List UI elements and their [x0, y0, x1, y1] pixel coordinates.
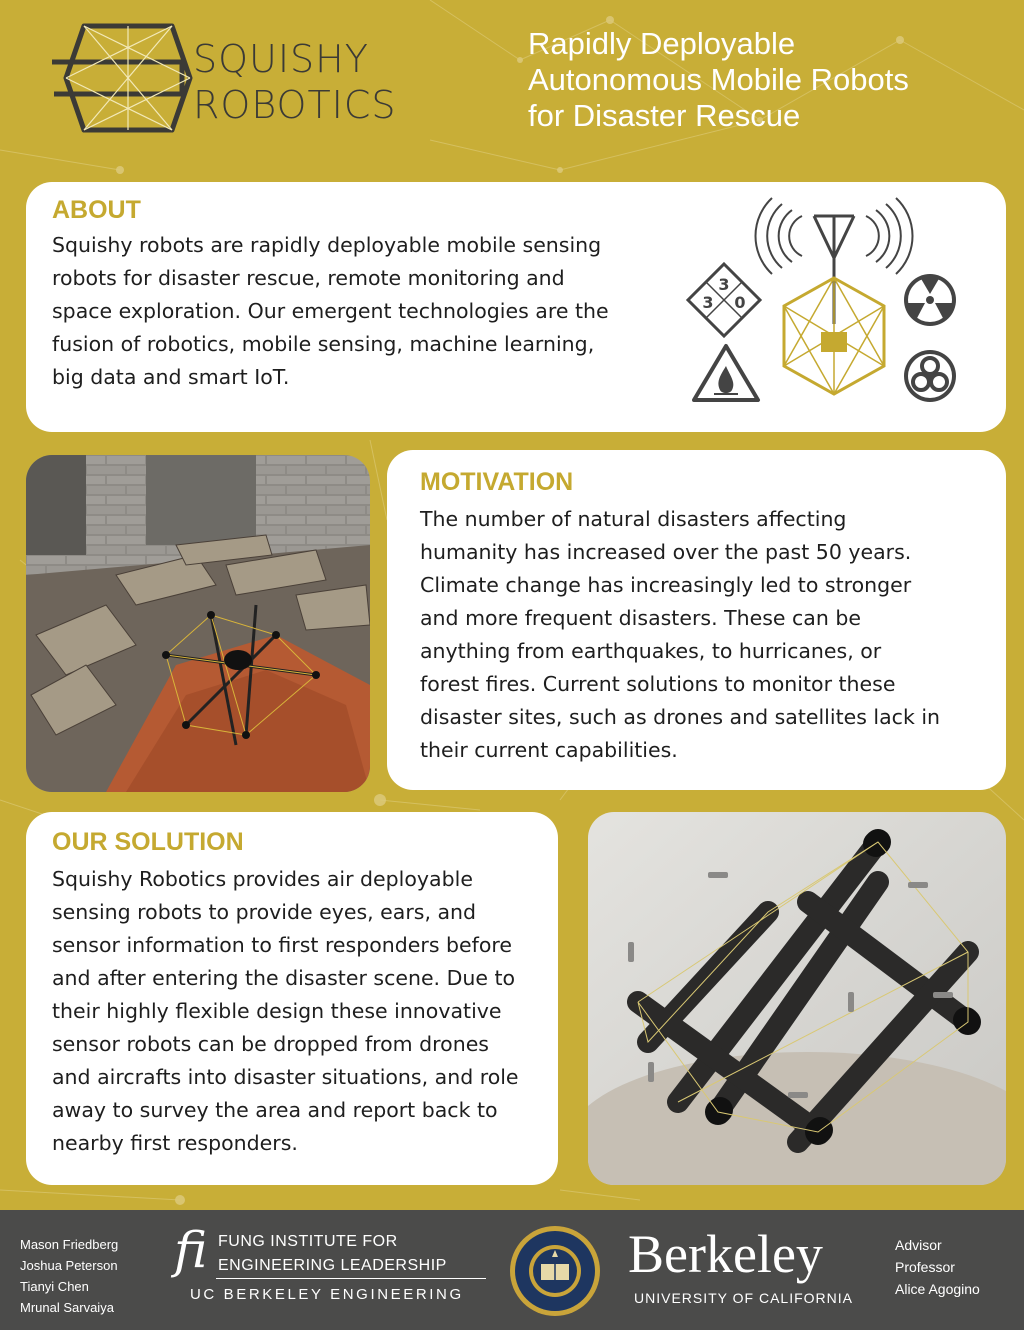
robot-icosahedron-icon — [784, 278, 884, 394]
solution-line: nearby first responders. — [52, 1131, 298, 1155]
biohazard-icon — [904, 350, 956, 402]
motivation-text — [420, 503, 980, 767]
about-heading: ABOUT — [52, 196, 141, 224]
fung-institute-line-2: ENGINEERING LEADERSHIP — [218, 1257, 447, 1274]
motivation-line: forest fires. Current solutions to monitor these — [420, 672, 896, 696]
advisor-block — [895, 1234, 980, 1300]
solution-line: Squishy Robotics provides air deployable — [52, 867, 473, 891]
logo-wordmark — [193, 36, 397, 128]
solution-heading: OUR SOLUTION — [52, 828, 244, 856]
logo-line-1: SQUISHY — [193, 37, 369, 81]
tensegrity-robot-image — [588, 812, 1006, 1185]
advisor-line: Alice Agogino — [895, 1281, 980, 1297]
motivation-line: disaster sites, such as drones and satellites lack in — [420, 705, 941, 729]
title-line-2: Autonomous Mobile Robots — [528, 62, 909, 97]
about-text — [52, 229, 702, 394]
motivation-heading: MOTIVATION — [420, 468, 574, 496]
radiation-icon — [904, 274, 956, 326]
rubble-scene-image — [26, 455, 370, 792]
solution-line: sensor robots can be dropped from drones — [52, 1032, 489, 1056]
about-line: Squishy robots are rapidly deployable mobile sensing — [52, 233, 602, 257]
fung-institute-line-3: UC BERKELEY ENGINEERING — [190, 1286, 464, 1303]
fung-divider — [216, 1278, 486, 1279]
solution-card — [26, 812, 558, 1185]
motivation-line: Climate change has increasingly led to stronger — [420, 573, 912, 597]
solution-line: sensing robots to provide eyes, ears, and — [52, 900, 477, 924]
about-line: fusion of robotics, mobile sensing, machine learning, — [52, 332, 595, 356]
solution-line: away to survey the area and report back to — [52, 1098, 498, 1122]
hazmat-left-number: 3 — [702, 293, 714, 312]
hazmat-diamond-icon — [688, 264, 760, 336]
motivation-line: their current capabilities. — [420, 738, 678, 762]
poster-title — [528, 26, 1008, 134]
tensegrity-robot-photo — [588, 812, 1006, 1185]
berkeley-wordmark: Berkeley — [628, 1224, 823, 1284]
motivation-card — [387, 450, 1006, 790]
rubble-robot-photo — [26, 455, 370, 792]
team-member: Joshua Peterson — [20, 1258, 118, 1273]
about-line: big data and smart IoT. — [52, 365, 290, 389]
uc-seal-icon — [508, 1224, 602, 1318]
motivation-line: humanity has increased over the past 50 years. — [420, 540, 912, 564]
university-of-california-label: UNIVERSITY OF CALIFORNIA — [634, 1290, 853, 1306]
motivation-line: The number of natural disasters affecting — [420, 507, 847, 531]
advisor-line: Advisor — [895, 1237, 942, 1253]
flammable-icon — [694, 346, 758, 400]
team-member: Mrunal Sarvaiya — [20, 1300, 114, 1315]
solution-line: sensor information to first responders before — [52, 933, 512, 957]
title-line-1: Rapidly Deployable — [528, 26, 796, 61]
hazmat-right-number: 0 — [734, 293, 746, 312]
fung-fi-logo: fi — [174, 1221, 208, 1279]
solution-line: and aircrafts into disaster situations, and role — [52, 1065, 519, 1089]
title-line-3: for Disaster Rescue — [528, 98, 801, 133]
solution-text — [52, 863, 552, 1160]
motivation-line: and more frequent disasters. These can be — [420, 606, 862, 630]
motivation-line: anything from earthquakes, to hurricanes, or — [420, 639, 882, 663]
fung-institute-line-1: FUNG INSTITUTE FOR — [218, 1233, 398, 1250]
hazard-illustration — [684, 196, 984, 416]
team-member: Tianyi Chen — [20, 1279, 89, 1294]
advisor-line: Professor — [895, 1259, 955, 1275]
team-names — [20, 1234, 118, 1318]
logo-line-2: ROBOTICS — [193, 83, 397, 127]
about-line: space exploration. Our emergent technologies are the — [52, 299, 609, 323]
about-line: robots for disaster rescue, remote monitoring and — [52, 266, 565, 290]
team-member: Mason Friedberg — [20, 1237, 119, 1252]
solution-line: and after entering the disaster scene. Due to — [52, 966, 516, 990]
hazmat-top-number: 3 — [718, 275, 730, 294]
solution-line: their highly flexible design these innovative — [52, 999, 502, 1023]
